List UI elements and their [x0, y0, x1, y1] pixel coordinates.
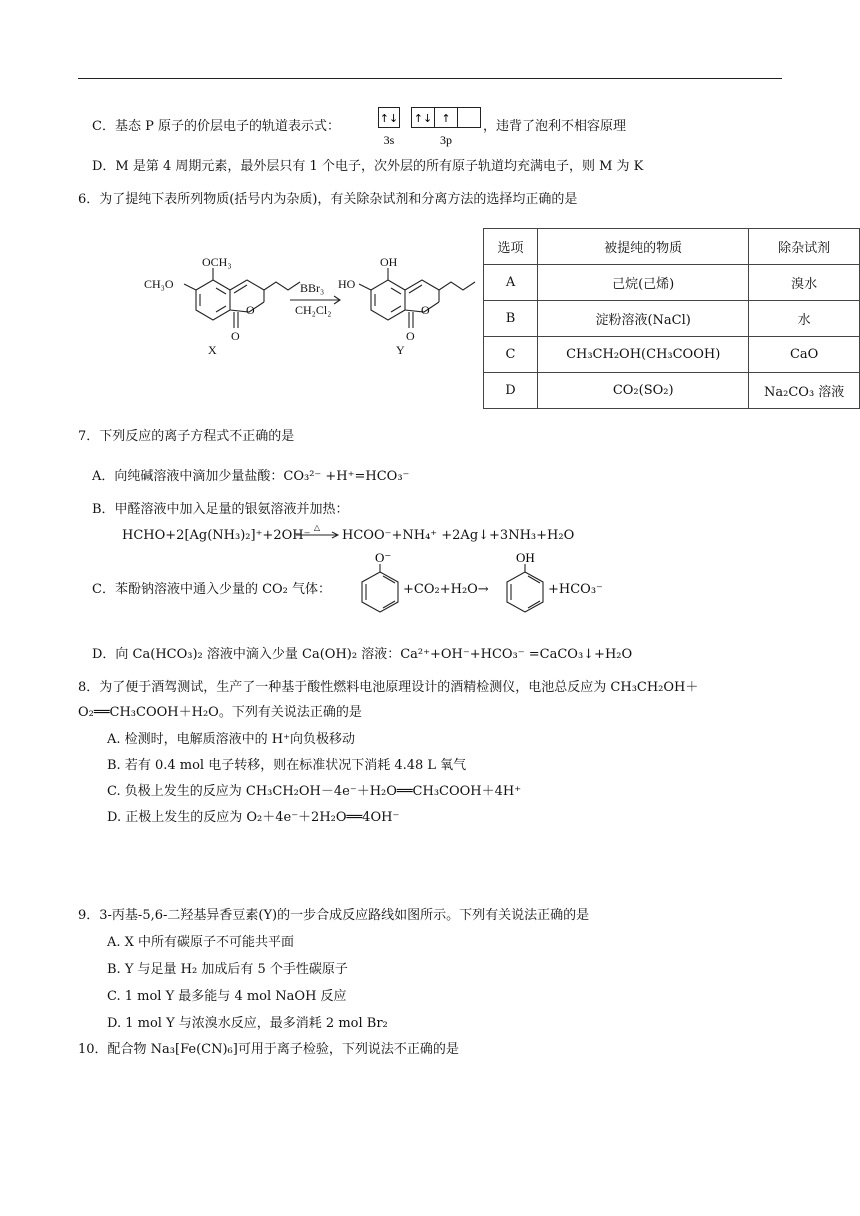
q7-option-c-text: C．苯酚钠溶液中通入少量的 CO₂ 气体：	[92, 582, 332, 597]
table-cell: 溴水	[749, 265, 860, 301]
table-cell: 己烷(己烯)	[538, 265, 749, 301]
table-row	[484, 373, 860, 409]
q9-option-c: C. 1 mol Y 最多能与 4 mol NaOH 反应	[107, 989, 347, 1004]
q8-option-a: A. 检测时，电解质溶液中的 H⁺向负极移动	[107, 732, 355, 747]
q8-stem-line1: 8．为了便于酒驾测试，生产了一种基于酸性燃料电池原理设计的酒精检测仪，电池总反应为 CH₃CH₂OH＋	[78, 680, 699, 695]
y-ring-oxygen: O	[421, 303, 430, 317]
x-carbonyl-oxygen: O	[231, 329, 240, 343]
table-row	[484, 265, 860, 301]
phenol-structure	[500, 550, 550, 620]
orbital-3p-label: 3p	[440, 133, 452, 147]
table-cell: B	[484, 301, 538, 337]
table-row	[484, 301, 860, 337]
table-cell: C	[484, 337, 538, 373]
q9-option-b: B. Y 与足量 H₂ 加成后有 5 个手性碳原子	[107, 962, 348, 977]
q6-stem: 6．为了提纯下表所列物质(括号内为杂质)，有关除杂试剂和分离方法的选择均正确的是	[78, 192, 578, 207]
q9-stem: 9．3-丙基-5,6-二羟基异香豆素(Y)的一步合成反应路线如图所示。下列有关说法正确的是	[78, 908, 590, 923]
q7-c-post: +HCO₃⁻	[548, 582, 603, 597]
phenoxide-o-minus: O⁻	[375, 550, 392, 565]
table-header: 选项	[484, 229, 538, 265]
q10-stem: 10．配合物 Na₃[Fe(CN)₆]可用于离子检验，下列说法不正确的是	[78, 1042, 459, 1057]
orbital-diagram	[378, 107, 488, 151]
q7-b-equation-right: HCOO⁻+NH₄⁺ +2Ag↓+3NH₃+H₂O	[342, 528, 575, 543]
header-rule	[78, 78, 782, 79]
q9-option-d: D. 1 mol Y 与浓溴水反应，最多消耗 2 mol Br₂	[107, 1016, 388, 1031]
table-row	[484, 337, 860, 373]
table-cell: CO₂(SO₂)	[538, 373, 749, 409]
q5-option-c-post: ，违背了泡利不相容原理	[483, 119, 627, 134]
x-och3-left: CH₃O	[144, 277, 174, 291]
orbital-3s-electrons: ↑↓	[379, 112, 399, 125]
table-header-row	[484, 229, 860, 265]
q8-stem-line2: O₂══CH₃COOH＋H₂O。下列有关说法正确的是	[78, 705, 362, 720]
y-carbonyl-oxygen: O	[406, 329, 415, 343]
table-header: 被提纯的物质	[538, 229, 749, 265]
orbital-3p-box2: ↑	[441, 112, 451, 125]
q8-option-b: B. 若有 0.4 mol 电子转移，则在标准状况下消耗 4.48 L 氧气	[107, 758, 467, 773]
x-och3-top: OCH₃	[202, 255, 232, 269]
q7-option-a: A．向纯碱溶液中滴加少量盐酸：CO₃²⁻ +H⁺=HCO₃⁻	[92, 469, 410, 484]
table-cell: D	[484, 373, 538, 409]
q8-option-d: D. 正极上发生的反应为 O₂＋4e⁻＋2H₂O══4OH⁻	[107, 810, 400, 825]
orbital-3s-label: 3s	[383, 133, 395, 147]
table-cell: 淀粉溶液(NaCl)	[538, 301, 749, 337]
x-ring-oxygen: O	[246, 303, 255, 317]
q8-option-c: C. 负极上发生的反应为 CH₃CH₂OH－4e⁻＋H₂O══CH₃COOH＋4H⁺	[107, 784, 522, 799]
table-cell: CaO	[749, 337, 860, 373]
table-cell: 水	[749, 301, 860, 337]
table-header: 除杂试剂	[749, 229, 860, 265]
table-cell: A	[484, 265, 538, 301]
q7-option-b: B．甲醛溶液中加入足量的银氨溶液并加热：	[92, 502, 349, 517]
table-cell: CH₃CH₂OH(CH₃COOH)	[538, 337, 749, 373]
y-ho-left: HO	[338, 277, 356, 291]
table-cell: Na₂CO₃ 溶液	[749, 373, 860, 409]
q5-option-c-text: C．基态 P 原子的价层电子的轨道表示式：	[92, 119, 340, 134]
q7-option-d: D．向 Ca(HCO₃)₂ 溶液中滴入少量 Ca(OH)₂ 溶液：Ca²⁺+OH⁻+HCO₃⁻ =CaCO₃↓+H₂O	[92, 647, 633, 662]
heat-symbol: △	[313, 523, 321, 532]
phenol-oh: OH	[516, 550, 535, 565]
y-oh-top: OH	[380, 255, 398, 269]
q7-c-middle: +CO₂+H₂O→	[403, 582, 489, 597]
solvent-ch2cl2: CH₂Cl₂	[295, 303, 332, 317]
purification-table	[483, 228, 860, 409]
q5-option-d: D．M 是第 4 周期元素，最外层只有 1 个电子，次外层的所有原子轨道均充满电子，则 M 为 K	[92, 159, 644, 174]
phenoxide-structure	[355, 550, 405, 620]
heat-arrow	[294, 522, 340, 546]
compound-x-label: X	[208, 343, 217, 357]
q7-b-equation-left: HCHO+2[Ag(NH₃)₂]⁺+2OH⁻	[122, 528, 311, 543]
reagent-bbr3: BBr₃	[300, 281, 325, 295]
q7-stem: 7．下列反应的离子方程式不正确的是	[78, 429, 295, 444]
compound-y-label: Y	[396, 343, 405, 357]
q9-option-a: A. X 中所有碳原子不可能共平面	[107, 935, 295, 950]
reaction-scheme	[138, 250, 483, 360]
orbital-3p-box1: ↑↓	[413, 112, 433, 125]
